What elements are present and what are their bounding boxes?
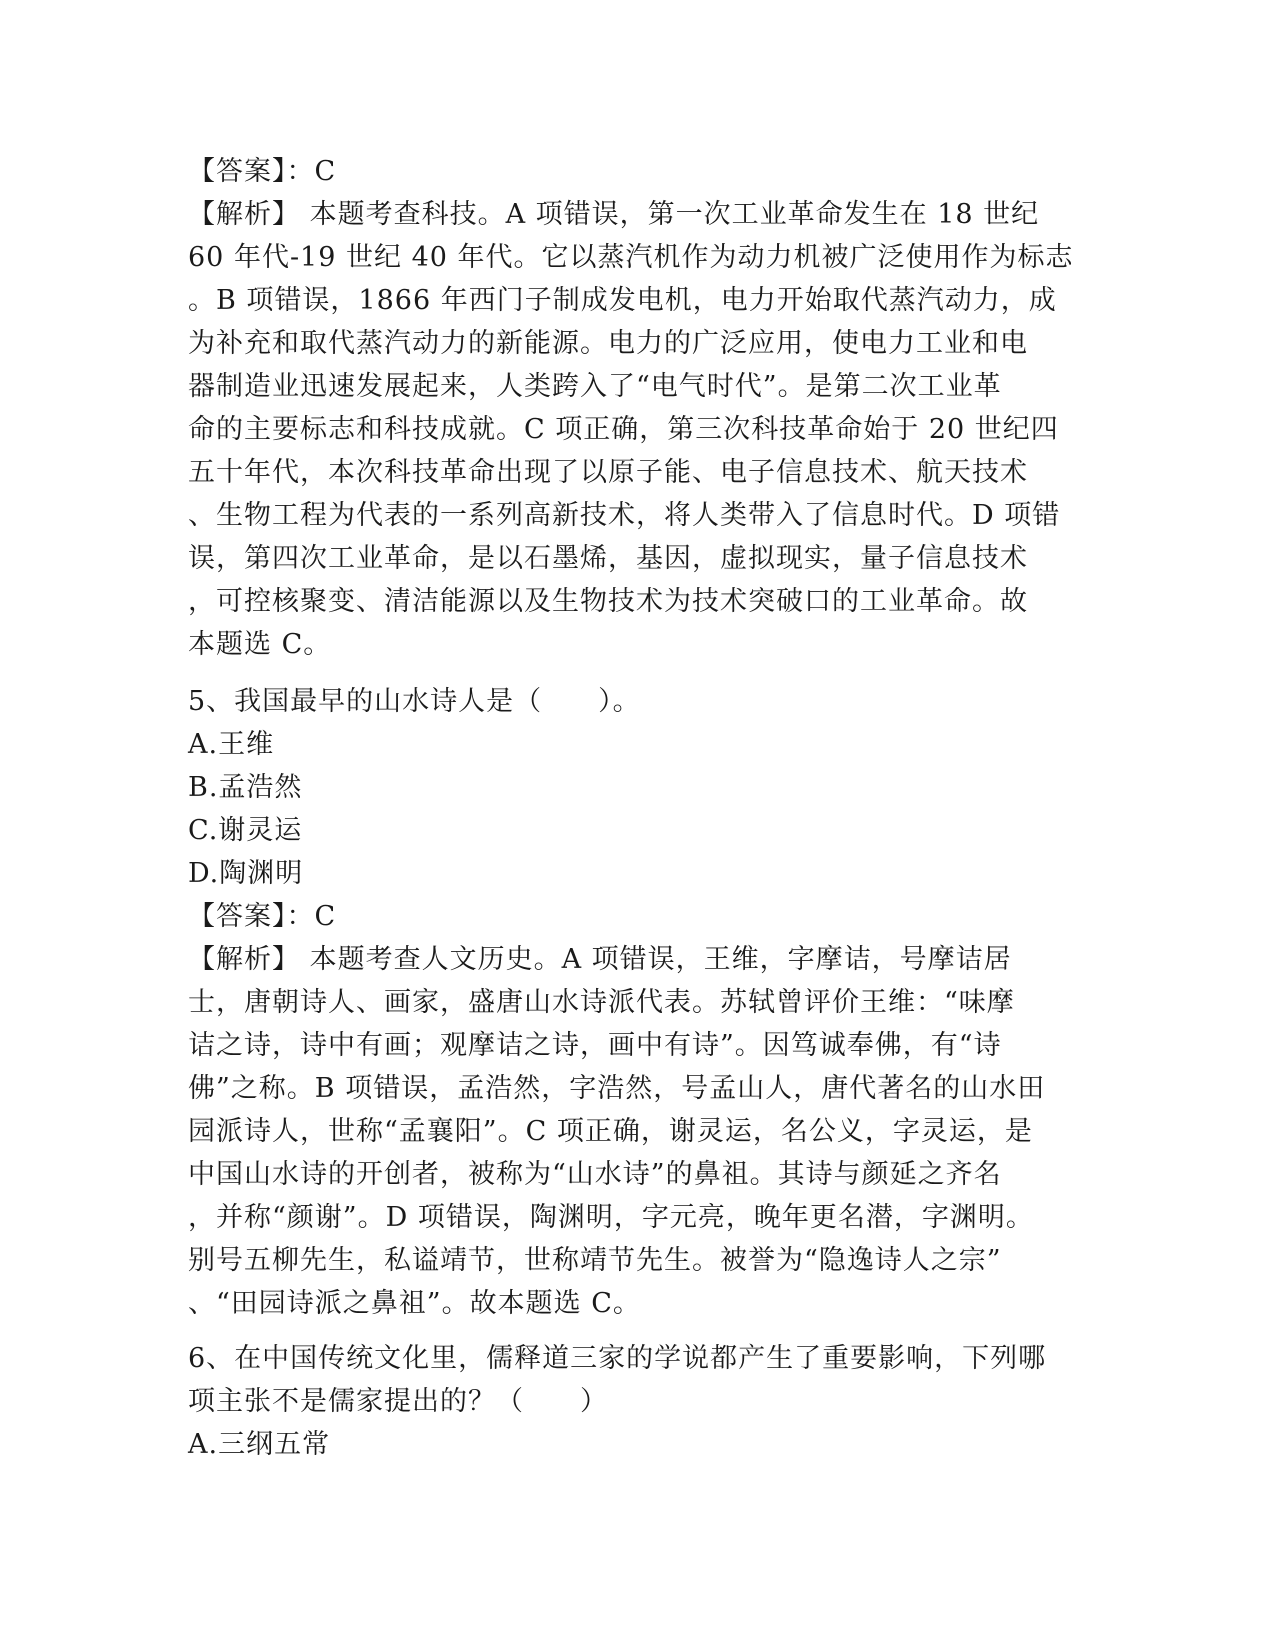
analysis-line: ，并称“颜谢”。D 项错误，陶渊明，字元亮，晚年更名潜，字渊明。 (188, 1202, 1034, 1233)
spacer (188, 666, 1088, 680)
analysis-line: 【解析】 本题考查科技。A 项错误，第一次工业革命发生在 18 世纪 (188, 199, 1040, 230)
analysis-line: 【解析】 本题考查人文历史。A 项错误，王维，字摩诘，号摩诘居 (188, 944, 1012, 975)
q5-question: 5、我国最早的山水诗人是（ ）。 (188, 686, 641, 717)
document-page (188, 150, 1088, 1466)
analysis-line: 佛”之称。B 项错误，孟浩然，字浩然，号孟山人，唐代著名的山水田 (188, 1073, 1046, 1104)
q4-answer: 【答案】：C (188, 156, 337, 187)
q5-answer: 【答案】：C (188, 901, 337, 932)
analysis-line: 命的主要标志和科技成就。C 项正确，第三次科技革命始于 20 世纪四 (188, 414, 1059, 445)
q4-answer-block (188, 150, 1088, 666)
analysis-line: 为补充和取代蒸汽动力的新能源。电力的广泛应用，使电力工业和电 (188, 328, 1028, 359)
analysis-line: 、生物工程为代表的一系列高新技术，将人类带入了信息时代。D 项错 (188, 500, 1061, 531)
q5-option-a: A.王维 (188, 729, 275, 760)
analysis-line: 。B 项错误，1866 年西门子制成发电机，电力开始取代蒸汽动力，成 (188, 285, 1057, 316)
q6-question-line: 6、在中国传统文化里，儒释道三家的学说都产生了重要影响，下列哪 (188, 1343, 1047, 1374)
question-5 (188, 680, 1088, 1325)
analysis-line: 别号五柳先生，私谥靖节，世称靖节先生。被誉为“隐逸诗人之宗” (188, 1245, 1002, 1276)
q5-analysis (188, 938, 1088, 1325)
analysis-line: 、“田园诗派之鼻祖”。故本题选 C。 (188, 1288, 641, 1319)
analysis-line: 五十年代，本次科技革命出现了以原子能、电子信息技术、航天技术 (188, 457, 1028, 488)
q5-option-b: B.孟浩然 (188, 772, 303, 803)
analysis-line: 器制造业迅速发展起来，人类跨入了“电气时代”。是第二次工业革 (188, 371, 1002, 402)
spacer (188, 1325, 1088, 1337)
question-6 (188, 1337, 1088, 1466)
q5-option-c: C.谢灵运 (188, 815, 303, 846)
q5-option-d: D.陶渊明 (188, 858, 304, 889)
analysis-line: 诘之诗，诗中有画；观摩诘之诗，画中有诗”。因笃诚奉佛，有“诗 (188, 1030, 1002, 1061)
analysis-line: 60 年代-19 世纪 40 年代。它以蒸汽机作为动力机被广泛使用作为标志 (188, 242, 1074, 273)
analysis-line: 本题选 C。 (188, 629, 332, 660)
analysis-line: 士，唐朝诗人、画家，盛唐山水诗派代表。苏轼曾评价王维：“味摩 (188, 987, 1015, 1018)
q6-question-line: 项主张不是儒家提出的？（ ） (188, 1386, 608, 1417)
analysis-line: 误，第四次工业革命，是以石墨烯，基因，虚拟现实，量子信息技术 (188, 543, 1028, 574)
q4-analysis (188, 193, 1088, 666)
analysis-line: 中国山水诗的开创者，被称为“山水诗”的鼻祖。其诗与颜延之齐名 (188, 1159, 1002, 1190)
analysis-line: 园派诗人，世称“孟襄阳”。C 项正确，谢灵运，名公义，字灵运，是 (188, 1116, 1033, 1147)
q6-option-a: A.三纲五常 (188, 1429, 331, 1460)
analysis-line: ，可控核聚变、清洁能源以及生物技术为技术突破口的工业革命。故 (188, 586, 1028, 617)
